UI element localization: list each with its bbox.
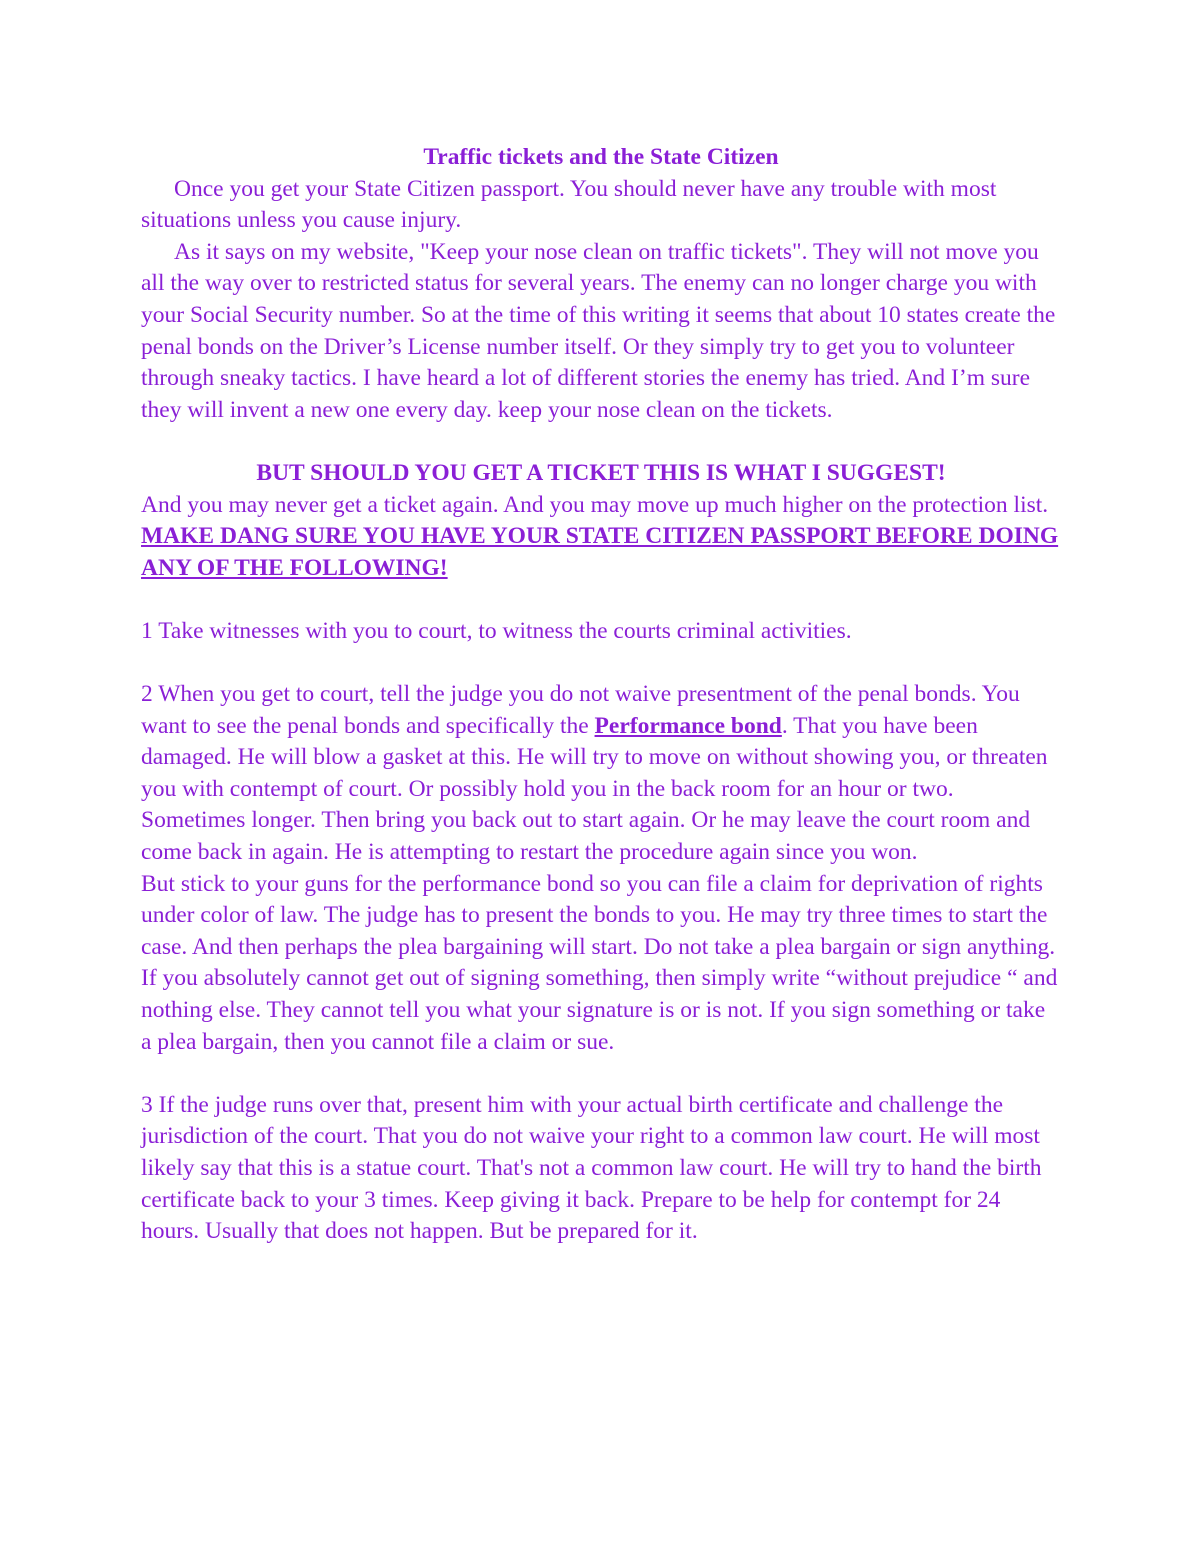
performance-bond-emphasis: Performance bond bbox=[594, 712, 782, 739]
document-page bbox=[141, 142, 1061, 1248]
spacer bbox=[141, 584, 1061, 616]
spacer bbox=[141, 426, 1061, 458]
step-3: 3 If the judge runs over that, present him with your actual birth certificate and challenge the jurisdiction of the court. That you do not waive your right to a common law court. He will most likely say that this is a statue court. That's not a common law court. He will try to hand the birth certificate back to your 3 times. Keep giving it back. Prepare to be help for contempt for 24 hours. Usually that does not happen. But be prepared for it. bbox=[141, 1091, 1042, 1245]
step-2-text: 2 When you get to court, tell the judge you do not waive presentment of the penal bonds. You want to see the penal bonds and specifically the bbox=[141, 681, 1020, 739]
step-2-continued: But stick to your guns for the performance bond so you can file a claim for deprivation of rights under color of law. The judge has to present the bonds to you. He may try three times to start the case. And then perhaps the plea bargaining will start. Do not take a plea bargain or sign anything. If you absolutely cannot get out of signing something, then simply write “without prejudice “ and nothing else. They cannot tell you what your signature is or is not. If you sign something or take a plea bargain, then you cannot file a claim or sue. bbox=[141, 870, 1058, 1055]
suggest-text: And you may never get a ticket again. And you may move up much higher on the protection list. bbox=[141, 491, 1049, 518]
suggest-heading: BUT SHOULD YOU GET A TICKET THIS IS WHAT I SUGGEST! bbox=[256, 459, 946, 486]
spacer bbox=[141, 648, 1061, 680]
passport-warning: MAKE DANG SURE YOU HAVE YOUR STATE CITIZEN PASSPORT BEFORE DOING ANY OF THE FOLLOWING! bbox=[141, 523, 1059, 581]
document-title: Traffic tickets and the State Citizen bbox=[423, 144, 779, 170]
step-2-text-continued: . That you have been damaged. He will blow a gasket at this. He will try to move on without showing you, or threaten you with contempt of court. Or possibly hold you in the back room for an hour or two. Sometimes longer. Then bring you back out to start again. Or he may leave the court room and come back in again. He is attempting to restart the procedure again since you won. bbox=[141, 712, 1048, 866]
intro-paragraph-1: Once you get your State Citizen passport. You should never have any trouble with most situations unless you cause injury. bbox=[141, 175, 997, 234]
suggest-paragraph bbox=[141, 490, 1061, 585]
step-1: 1 Take witnesses with you to court, to witness the courts criminal activities. bbox=[141, 617, 852, 644]
intro-paragraph-2: As it says on my website, "Keep your nose clean on traffic tickets". They will not move you all the way over to restricted status for several years. The enemy can no longer charge you with your Social Security number. So at the time of this writing it seems that about 10 states create the penal bonds on the Driver’s License number itself. Or they simply try to get you to volunteer through sneaky tactics. I have heard a lot of different stories the enemy has tried. And I’m sure they will invent a new one every day. keep your nose clean on the tickets. bbox=[141, 238, 1056, 423]
step-2 bbox=[141, 679, 1061, 869]
spacer bbox=[141, 1058, 1061, 1090]
